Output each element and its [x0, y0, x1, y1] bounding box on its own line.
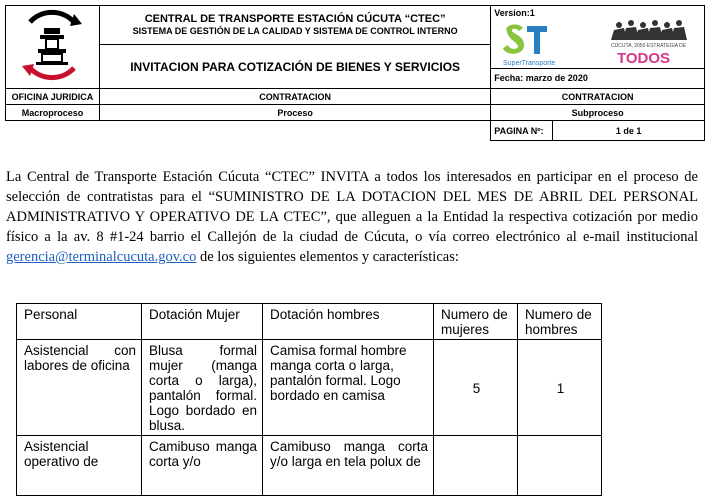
doc-title: INVITACION PARA COTIZACIÓN DE BIENES Y SERVICIOS: [130, 59, 461, 74]
proceso-label: Proceso: [99, 105, 490, 121]
table-header-row: [17, 304, 602, 340]
proceso-value: CONTRATACION: [99, 89, 490, 105]
todos-logo-text: TODOS: [617, 50, 671, 67]
header-dotacion-hombres: Dotación hombres: [263, 304, 434, 340]
oficina-label: OFICINA JURIDICA: [6, 89, 100, 105]
email-link[interactable]: gerencia@terminalcucuta.gov.co: [6, 249, 197, 265]
cell-personal: Asistencial operativo de: [17, 436, 142, 496]
cell-num-mujeres: [434, 436, 518, 496]
table-row: [17, 436, 602, 496]
cell-num-hombres: 1: [518, 340, 602, 436]
org-block: [99, 6, 490, 89]
cell-dotacion-mujer: Camibuso manga corta y/o: [142, 436, 263, 496]
subproceso-label: Subproceso: [491, 105, 705, 121]
pagina-label: PAGINA Nº:: [491, 121, 553, 141]
header-numero-hombres: Numero de hombres: [518, 304, 602, 340]
dotacion-table: [16, 303, 606, 496]
header-personal: Personal: [17, 304, 142, 340]
para-start: La Central de Transporte Estación Cúcuta “CTEC” INVITA a todos los interesados en participar en el proceso de selección de contratistas para el “SUMINISTRO DE LA DOTACION DEL MES DE ABRIL DEL PERSONAL ADMINISTRATIVO Y OPERATIVO DE LA CTEC”, que alleguen a la Entidad la respectiva cotización por medio físico a la av. 8 #1-24 barrio el Callejón de la ciudad de Cúcuta, o vía correo electrónico al e-mail institucional: [6, 169, 698, 245]
ctec-logo-cell: [6, 6, 100, 89]
cell-dotacion-hombre: Camibuso manga corta y/o larga en tela polux de: [263, 436, 434, 496]
version-label: Version:1: [494, 8, 535, 18]
cell-num-hombres: [518, 436, 602, 496]
cell-personal: Asistencial con labores de oficina: [17, 340, 142, 436]
supertransporte-logo-text: SuperTransporte: [503, 60, 556, 67]
ctec-logo: [10, 8, 94, 82]
org-system: SISTEMA DE GESTIÓN DE LA CALIDAD Y SISTEMA DE CONTROL INTERNO: [132, 26, 458, 36]
subproceso-value: CONTRATACION: [491, 89, 705, 105]
cell-num-mujeres: 5: [434, 340, 518, 436]
todos-logo-slogan: CÚCUTA, 2050 ESTRATEGIA DE: [611, 43, 687, 49]
invitation-paragraph: [6, 167, 698, 267]
macroproceso-label: Macroproceso: [6, 105, 100, 121]
document-header: [5, 5, 705, 146]
cell-dotacion-hombre: Camisa formal hombre manga corta o larga, pantalón formal. Logo bordado en camisa: [263, 340, 434, 436]
header-numero-mujeres: Numero de mujeres: [434, 304, 518, 340]
fecha-label: Fecha: marzo de 2020: [491, 68, 704, 88]
supertransporte-logo: [501, 18, 593, 68]
para-end: de los siguientes elementos y características:: [199, 249, 459, 265]
version-block: [491, 6, 705, 89]
blank-cell: [6, 121, 491, 141]
table-row: [17, 340, 602, 436]
header-dotacion-mujer: Dotación Mujer: [142, 304, 263, 340]
todos-logo: [609, 16, 689, 68]
pagina-value: 1 de 1: [553, 121, 705, 141]
cell-dotacion-mujer: Blusa formal mujer (manga corta o larga), pantalón formal. Logo bordado en blusa.: [142, 340, 263, 436]
org-name: CENTRAL DE TRANSPORTE ESTACIÓN CÚCUTA “CTEC”: [144, 13, 446, 25]
